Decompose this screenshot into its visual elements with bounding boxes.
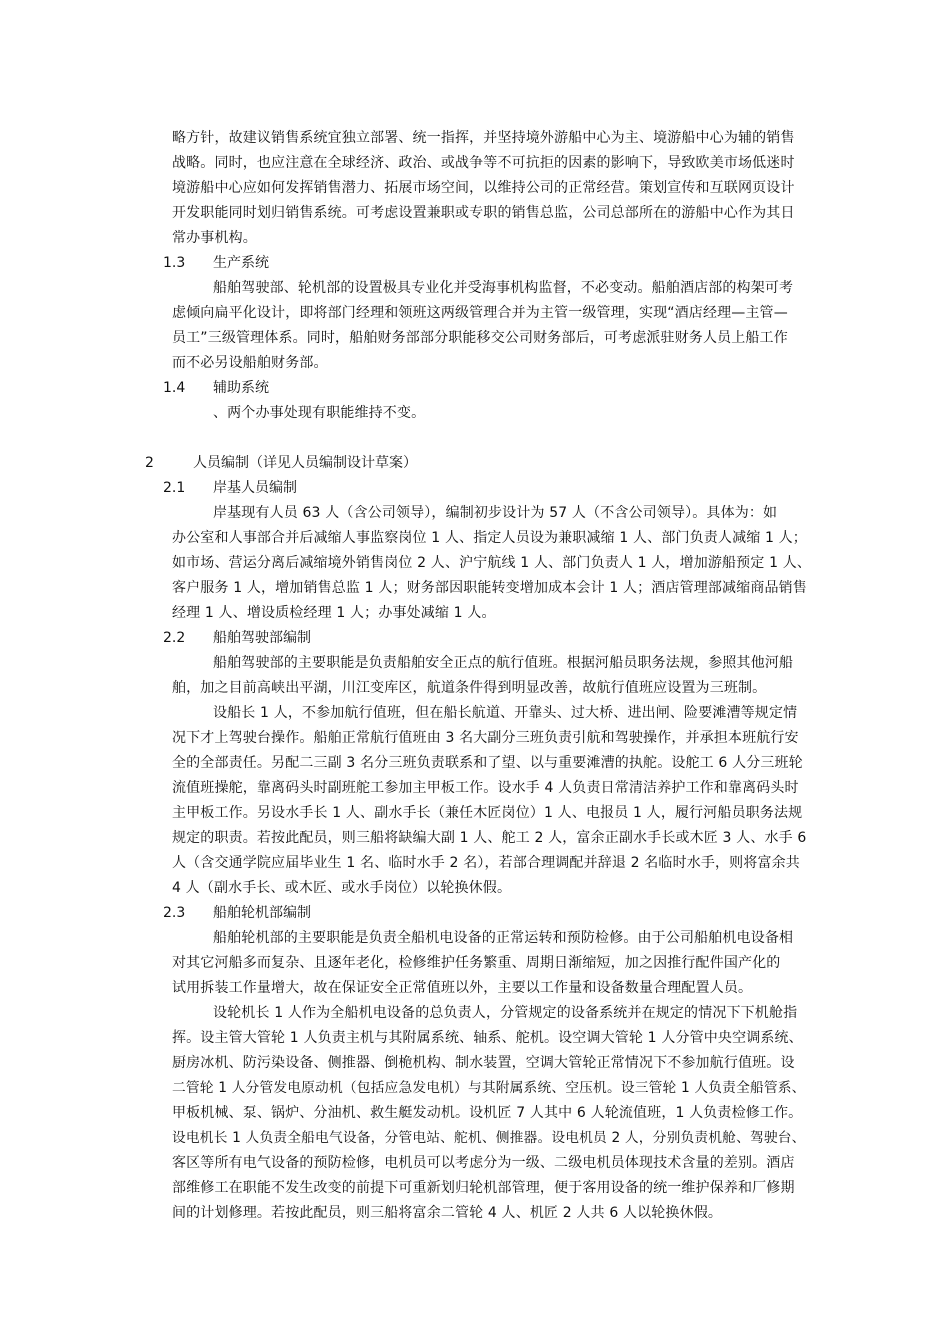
paragraph-line: 境游船中心应如何发挥销售潜力、拓展市场空间，以维持公司的正常经营。策划宣传和互联网页设计 [172,180,795,196]
paragraph-line: 舶，加之目前高峡出平湖，川江变库区，航道条件得到明显改善，故航行值班应设置为三班制。 [172,680,767,696]
paragraph-line: 间的计划修理。若按此配员，则三船将富余二管轮 4 人、机匠 2 人共 6 人以轮换休假。 [172,1205,723,1221]
paragraph-line: 人（含交通学院应届毕业生 1 名、临时水手 2 名），若部合理调配并辞退 2 名临时水手，则将富余共 [172,855,800,871]
section-number: 2.2 [163,630,186,646]
section-number: 1.4 [163,380,186,396]
paragraph-line: 对其它河船多而复杂、且逐年老化，检修维护任务繁重、周期日渐缩短，加之因推行配件国产化的 [172,955,781,971]
paragraph-line: 甲板机械、泵、锅炉、分油机、救生艇发动机。设机匠 7 人其中 6 人轮流值班，1 人负责检修工作。 [172,1105,803,1121]
section-heading: 生产系统 [213,255,269,271]
paragraph-line: 经理 1 人、增设质检经理 1 人；办事处减缩 1 人。 [172,605,496,621]
paragraph-line: 部维修工在职能不发生改变的前提下可重新划归轮机部管理，便于客用设备的统一维护保养和厂修期 [172,1180,795,1196]
paragraph-line: 略方针，故建议销售系统宜独立部署、统一指挥，并坚持境外游船中心为主、境游船中心为辅的销售 [172,130,795,146]
paragraph-line: 如市场、营运分离后减缩境外销售岗位 2 人、沪宁航线 1 人、部门负责人 1 人，增加游船预定 1 人、 [172,555,812,571]
paragraph-line: 而不必另设船舶财务部。 [172,355,328,371]
section-heading: 船舶轮机部编制 [213,905,311,921]
paragraph-line: 挥。设主管大管轮 1 人负责主机与其附属系统、轴系、舵机。设空调大管轮 1 人分管中央空调系统、 [172,1030,803,1046]
paragraph-line: 船舶驾驶部、轮机部的设置极具专业化并受海事机构监督，不必变动。船舶酒店部的构架可考 [213,280,794,296]
paragraph-line: 流值班操舵，靠离码头时副班舵工参加主甲板工作。设水手 4 人负责日常清洁养护工作和靠离码头时 [172,780,799,796]
paragraph-line: 岸基现有人员 63 人（含公司领导），编制初步设计为 57 人（不含公司领导）。具体为：如 [213,505,778,521]
section-number: 1.3 [163,255,186,271]
paragraph-line: 战略。同时，也应注意在全球经济、政治、或战争等不可抗拒的因素的影响下，导致欧美市场低迷时 [172,155,795,171]
paragraph-line: 二管轮 1 人分管发电原动机（包括应急发电机）与其附属系统、空压机。设三管轮 1 人负责全船管系、 [172,1080,806,1096]
section-number: 2.1 [163,480,186,496]
paragraph-line: 客户服务 1 人，增加销售总监 1 人；财务部因职能转变增加成本会计 1 人；酒店管理部减缩商品销售 [172,580,807,596]
paragraph-line: 船舶轮机部的主要职能是负责全船机电设备的正常运转和预防检修。由于公司船舶机电设备相 [213,930,794,946]
section-heading: 辅助系统 [213,380,269,396]
section-heading: 岸基人员编制 [213,480,297,496]
section-heading: 船舶驾驶部编制 [213,630,311,646]
paragraph-line: 厨房冰机、防污染设备、侧推器、倒桅机构、制水装置，空调大管轮正常情况下不参加航行值班。设 [172,1055,795,1071]
paragraph-line: 员工”三级管理体系。同时，船舶财务部部分职能移交公司财务部后，可考虑派驻财务人员上船工作 [172,330,788,346]
paragraph-line: 、两个办事处现有职能维持不变。 [213,405,426,421]
chapter-heading: 人员编制（详见人员编制设计草案） [193,455,417,471]
paragraph-line: 办公室和人事部合并后减缩人事监察岗位 1 人、指定人员设为兼职减缩 1 人、部门负责人减缩 1 人； [172,530,807,546]
paragraph-line: 全的全部责任。另配二三副 3 名分三班负责联系和了望、以与重要滩漕的执舵。设舵工 6 人分三班轮 [172,755,803,771]
paragraph-line: 设船长 1 人，不参加航行值班，但在船长航道、开靠头、过大桥、进出闸、险要滩漕等规定情 [213,705,798,721]
section-number: 2.3 [163,905,186,921]
paragraph-line: 规定的职责。若按此配员，则三船将缺编大副 1 人、舵工 2 人，富余正副水手长或木匠 3 人、水手 6 [172,830,807,846]
paragraph-line: 客区等所有电气设备的预防检修，电机员可以考虑分为一级、二级电机员体现技术含量的差别。酒店 [172,1155,795,1171]
chapter-number: 2 [145,455,154,471]
paragraph-line: 设电机长 1 人负责全船电气设备，分管电站、舵机、侧推器。设电机员 2 人，分别负责机舱、驾驶台、 [172,1130,806,1146]
paragraph-line: 开发职能同时划归销售系统。可考虑设置兼职或专职的销售总监，公司总部所在的游船中心作为其日 [172,205,795,221]
paragraph-line: 况下才上驾驶台操作。船舶正常航行值班由 3 名大副分三班负责引航和驾驶操作，并承担本班航行安 [172,730,799,746]
paragraph-line: 主甲板工作。另设水手长 1 人、副水手长（兼任木匠岗位）1 人、电报员 1 人，履行河船员职务法规 [172,805,803,821]
paragraph-line: 4 人（副水手长、或木匠、或水手岗位）以轮换休假。 [172,880,512,896]
paragraph-line: 船舶驾驶部的主要职能是负责船舶安全正点的航行值班。根据河船员职务法规，参照其他河船 [213,655,794,671]
paragraph-line: 试用拆装工作量增大，故在保证安全正常值班以外，主要以工作量和设备数量合理配置人员。 [172,980,753,996]
paragraph-line: 设轮机长 1 人作为全船机电设备的总负责人，分管规定的设备系统并在规定的情况下下机舱指 [213,1005,798,1021]
paragraph-line: 常办事机构。 [172,230,257,246]
paragraph-line: 虑倾向扁平化设计，即将部门经理和领班这两级管理合并为主管一级管理，实现“酒店经理—主管— [172,305,788,321]
